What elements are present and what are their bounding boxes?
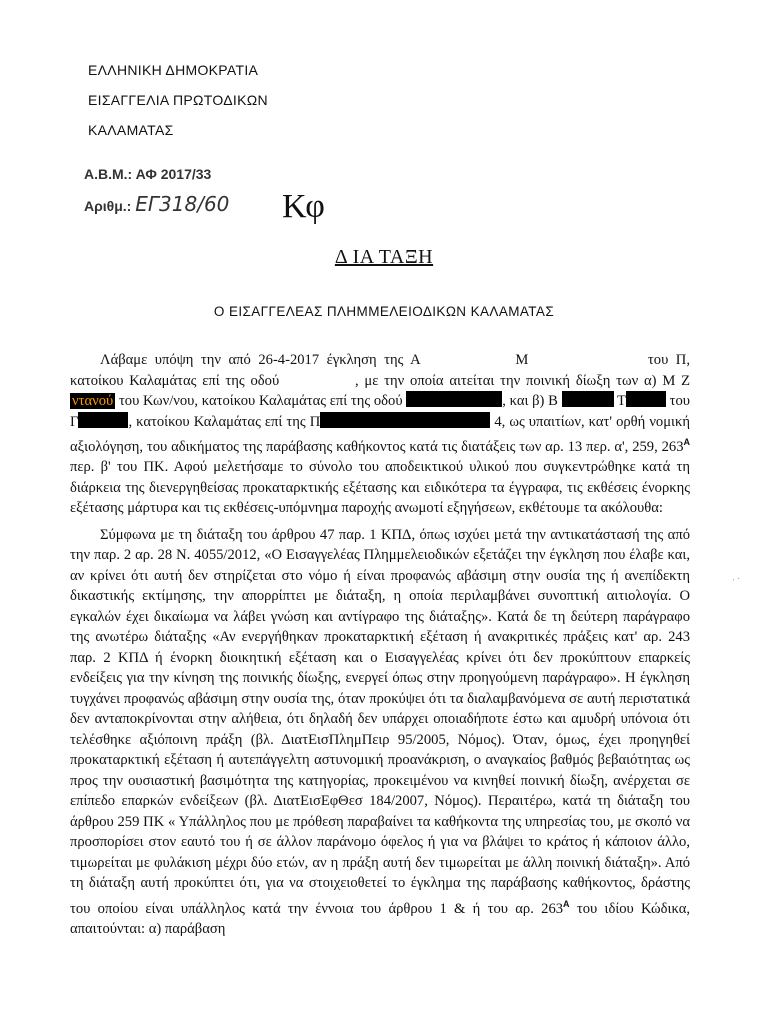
protocol-label: Αριθμ.: xyxy=(84,198,132,214)
redaction xyxy=(406,391,502,407)
highlighted-name: ντανού xyxy=(72,393,114,409)
document-title: Δ ΙΑ ΤΑΞΗ xyxy=(334,246,434,268)
header-office: ΕΙΣΑΓΓΕΛΙΑ ΠΡΩΤΟΔΙΚΩΝ xyxy=(88,92,268,108)
header-city: ΚΑΛΑΜΑΤΑΣ xyxy=(88,122,174,138)
document-body xyxy=(70,350,690,940)
paragraph-1: Λάβαμε υπόψη την από 26-4-2017 έγκληση της Α Μ του Π, κατοίκου Καλαμάτας επί της οδού , με την οποία αιτείται την ποινική δίωξη των α) Μ Ζ ντανού του Κων/νου, κατοίκου Καλαμάτας επί της οδού , και β) Β Τ του Γ , κατοίκου Καλαμάτας επί της Π 4, ως υπαιτίων, κατ' ορθή νομική αξιολόγηση, του αδικήματος της παράβασης καθήκοντος κατά τις διατάξεις των αρ. 13 περ. α', 259, $263^A$ περ. β' του ΠΚ. Αφού μελετήσαμε το σύνολο του αποδεικτικού υλικού που συγκεντρώθηκε κατά τη διάρκεια της διενεργηθείσας προκαταρκτικής εξέτασης και ειδικότερα τα έγγραφα, τις εκθέσεις ένορκης εξέτασης μάρτυρα και τις εκθέσεις-υπόμνημα παροχής ανωμοτί εξηγήσεων, εκθέτουμε τα ακόλουθα: xyxy=(70,352,690,517)
document-subtitle: Ο ΕΙΣΑΓΓΕΛΕΑΣ ΠΛΗΜΜΕΛΕΙΟΔΙΚΩΝ ΚΑΛΑΜΑΤΑΣ xyxy=(213,304,555,319)
redaction xyxy=(626,391,666,407)
redaction xyxy=(78,412,128,428)
scan-mark: · · xyxy=(730,573,742,585)
abm-reference xyxy=(84,166,211,182)
header-country: ΕΛΛΗΝΙΚΗ ΔΗΜΟΚΡΑΤΙΑ xyxy=(88,62,259,78)
abm-label: Α.Β.Μ.: xyxy=(84,166,133,182)
protocol-handwritten-value: ΕΓ318/60 xyxy=(135,192,230,216)
redaction xyxy=(320,412,490,428)
kf-mark: Κφ xyxy=(282,188,325,225)
paragraph-2: Σύμφωνα με τη διάταξη του άρθρου 47 παρ. 1 ΚΠΔ, όπως ισχύει μετά την αντικατάστασή της από την παρ. 2 αρ. 28 Ν. 4055/2012, «Ο Εισαγγελέας Πλημμελειοδικών εξετάζει την έγκληση που έλαβε και, αν κρίνει ότι αυτή δεν στηρίζεται στο νόμο ή είναι προφανώς αβάσιμη στην ουσία της ή ανεπίδεκτη δικαστικής εκτίμησης, την απορρίπτει με διάταξη, η οποία περιλαμβάνει συνοπτική αιτιολογία. Ο εγκαλών έχει δικαίωμα να λάβει γνώση και αντίγραφο της διάταξης». Κατά δε τη δεύτερη παράγραφο της ανωτέρω διάταξης «Αν ενεργήθηκαν προκαταρκτική εξέταση ή ανακριτικές πράξεις κατ' αρ. 243 παρ. 2 ΚΠΔ ή ένορκη διοικητική εξέταση και ο Εισαγγελέας κρίνει ότι δεν προκύπτουν επαρκείς ενδείξεις για την κίνηση της ποινικής δίωξης, ενεργεί όπως στην προηγούμενη παράγραφο». Η έγκληση τυγχάνει προφανώς αβάσιμη στην ουσία της, όταν προκύψει ότι τα διαλαμβανόμενα σε αυτή περιστατικά δεν ανταποκρίνονται στην αλήθεια, ότι δηλαδή δεν υπάρχει οποιαδήποτε έστω και αμυδρή υπόνοια ότι τελέσθηκε αξιόποινη πράξη (βλ. ΔιατΕισΠλημΠειρ 95/2005, Νόμος). Όταν, όμως, έχει προηγηθεί προκαταρκτική εξέταση ή αυτεπάγγελτη αστυνομική προανάκριση, ο αναγκαίος βαθμός βεβαιότητας ως προς την ουσιαστική βασιμότητα της κατηγορίας, προκειμένου να κινηθεί ποινική δίωξη, ανέρχεται σε επίπεδο επαρκών ενδείξεων (βλ. ΔιατΕισΕφΘεσ 184/2007, Νόμος). Περαιτέρω, κατά τη διάταξη του άρθρου 259 ΠΚ « Υπάλληλος που με πρόθεση παραβαίνει τα καθήκοντα της υπηρεσίας του, με σκοπό να προσπορίσει στον εαυτό του ή σε άλλον παράνομο όφελος ή για να βλάψει το κράτος ή κάποιον άλλο, τιμωρείται με φυλάκιση μέχρι δύο ετών, αν η πράξη αυτή δεν τιμωρείται με άλλη ποινική διάταξη». Από τη διάταξη αυτή προκύπτει ότι, για να στοιχειοθετεί το έγκλημα της παράβασης καθήκοντος, δράστης του οποίου είναι υπάλληλος κατά την έννοια του άρθρου 1 & ή του αρ. $263^A$ του ιδίου Κώδικα, απαιτούνται: α) παράβαση xyxy=(70,526,690,938)
abm-value: ΑΦ 2017/33 xyxy=(135,166,212,182)
redaction xyxy=(562,391,614,407)
protocol-number xyxy=(84,192,229,216)
